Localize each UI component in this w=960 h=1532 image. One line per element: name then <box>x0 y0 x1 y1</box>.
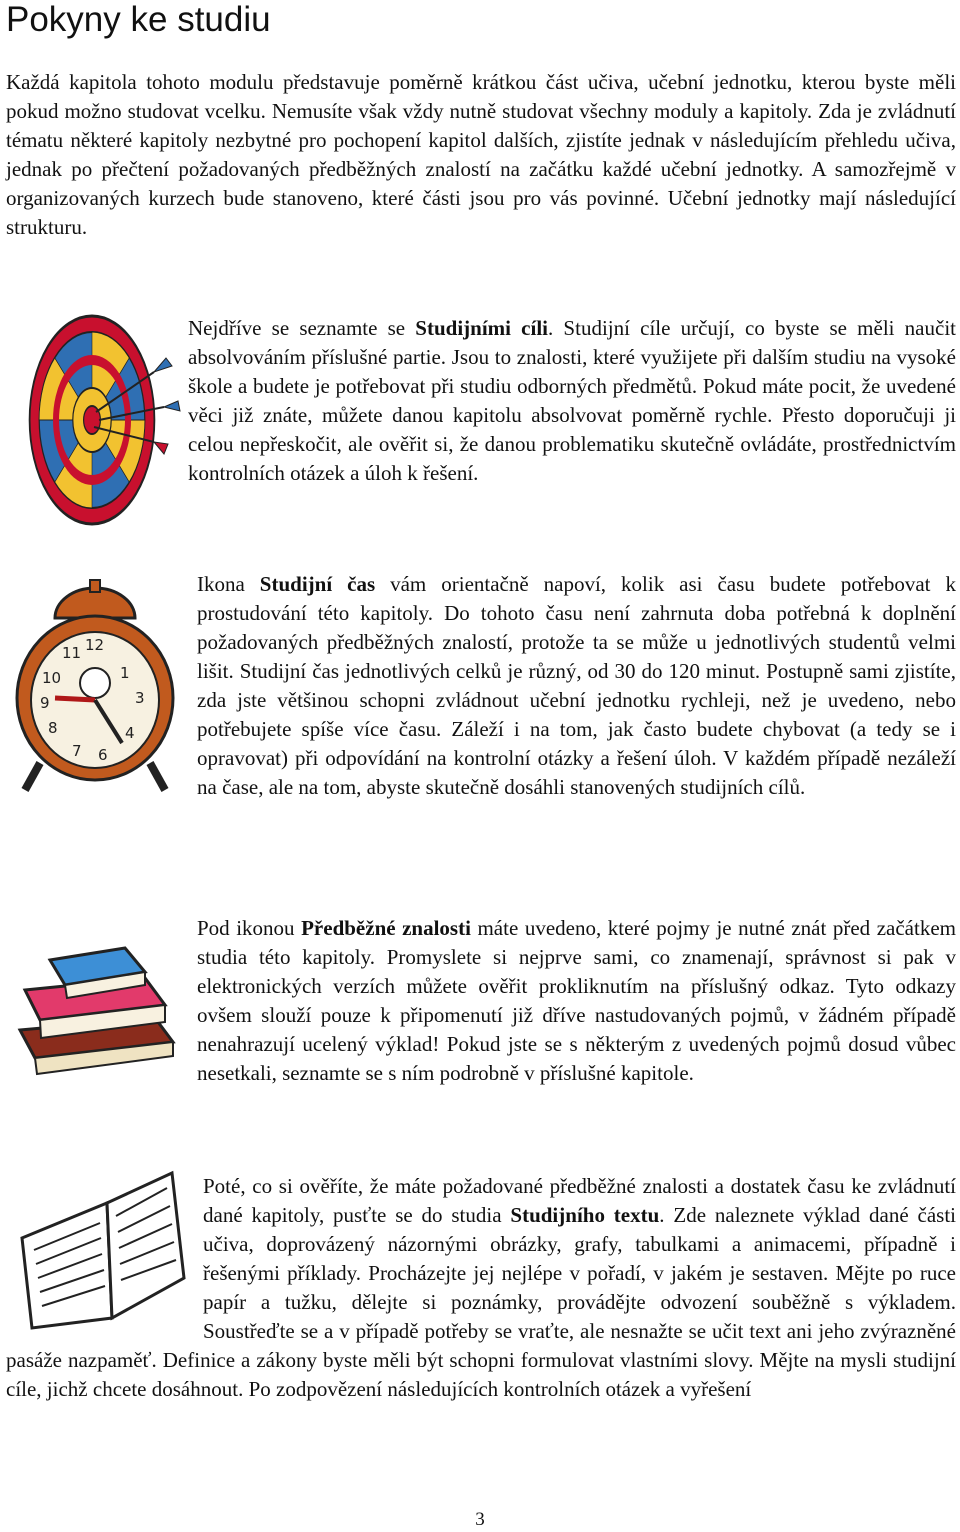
text-text-after: . Zde naleznete výklad dané části učiva, doprovázený názornými obrázky, grafy, tabulkami a animacemi, případně i řešenými příklady. Procházejte jej nejlépe v pořadí, v jakém je sestaven. Mějte po ruce papír a tužku, dělejte si poznámky, provádějte odvození souběžně s výkladem. Soustřeďte se a v případě potřeby se vraťte, ale nesnažte se učit text ani jeho zvýrazněné pasáže nazpaměť. Definice a zákony byste měli být schopni formulovat vlastními slovy. Mějte na mysli studijní cíle, jichž chcete dosáhnout. Po zodpovězení následujících kontrolních otázek a vyřešení <box>6 1203 956 1401</box>
svg-text:6: 6 <box>98 746 108 764</box>
goals-term: Studijními cíli <box>415 316 548 340</box>
svg-text:10: 10 <box>42 669 62 687</box>
svg-text:12: 12 <box>85 636 105 654</box>
prereq-paragraph <box>6 914 956 1088</box>
svg-text:11: 11 <box>62 644 82 662</box>
page-title: Pokyny ke studiu <box>6 0 271 39</box>
svg-text:8: 8 <box>48 719 58 737</box>
svg-text:9: 9 <box>40 694 50 712</box>
goals-text-after: . Studijní cíle určují, co byste se měli naučit absolvováním příslušné partie. Jsou to znalosti, které využijete při dalším studiu na vysoké škole a budete je potřebovat při studiu odborných předmětů. Pokud máte pocit, že uvedené věci již znáte, můžete danou kapitolu absolvovat poměrně rychle. Přesto doporučuji ji celou nepřeskočit, ale ověřit si, že danou problematiku skutečně ovládáte, prostřednictvím kontrolních otázek a úloh k řešení. <box>188 316 956 485</box>
svg-text:1: 1 <box>120 664 130 682</box>
text-term: Studijního textu <box>510 1203 660 1227</box>
time-paragraph <box>6 570 956 831</box>
time-text-before: Ikona <box>197 572 260 596</box>
prereq-text-after: máte uvedeno, které pojmy je nutné znát před začátkem studia této kapitoly. Promyslete si nejprve sami, co znamenají, správnost si pak v elektronických verzích můžete ověřit prokliknutím na příslušný odkaz. Tyto odkazy ovšem slouží pouze k připomenutí již dříve nastudovaných pojmů, v žádném případě nenahrazují ucelený výklad! Pokud jste se s některým z uvedených pojmů dosud vůbec nesetkali, seznamte se s ním podrobně v příslušné kapitole. <box>197 916 956 1085</box>
svg-text:3: 3 <box>135 689 145 707</box>
prereq-term: Předběžné znalosti <box>301 916 471 940</box>
svg-text:7: 7 <box>72 742 82 760</box>
goals-paragraph <box>188 314 956 488</box>
text-text-before: Poté, co si ověříte, že máte požadované předběžné znalosti a dostatek času ke zvládnutí dané kapitoly, pusťte se do studia <box>203 1174 956 1227</box>
time-text-after: vám orientačně napoví, kolik asi času budete potřebovat k prostudování této kapitoly. Do tohoto času není zahrnuta doba potřebná k doplnění požadovaných předběžných znalostí, protože ta se může u jednotlivých studentů velmi lišit. Studijní čas jednotlivých celků je různý, od 30 do 120 minut. Postupně sami zjistíte, zda jste většinou schopni zvládnout učební jednotku rychleji, než je uvedeno, nebo potřebujete spíše více času. Záleží i na tom, jak často budete chybovat (a tedy se i opravovat) při odpovídání na kontrolní otázky a řešení úloh. V každém případě nezáleží na čase, ale na tom, abyste skutečně dosáhli stanovených studijních cílů. <box>197 572 956 799</box>
prereq-text-before: Pod ikonou <box>197 916 302 940</box>
goals-text-before: Nejdříve se seznamte se <box>188 316 416 340</box>
page-number: 3 <box>475 1509 485 1530</box>
text-paragraph <box>6 1172 956 1404</box>
intro-paragraph: Každá kapitola tohoto modulu představuje poměrně krátkou část učiva, učební jednotku, kterou byste měli pokud možno studovat vcelku. Nemusíte však vždy nutně studovat všechny moduly a kapitoly. Zda je zvládnutí tématu některé kapitoly nezbytné pro pochopení kapitol dalších, zjistíte jednak v následujícím přehledu učiva, jednak po přečtení požadovaných předběžných znalostí na začátku každé učební jednotky. A samozřejmě v organizovaných kurzech bude stanoveno, které části jsou pro vás povinné. Učební jednotky mají následující strukturu. <box>6 70 956 239</box>
svg-text:4: 4 <box>125 724 135 742</box>
dartboard-icon <box>4 312 184 527</box>
time-term: Studijní čas <box>259 572 376 596</box>
